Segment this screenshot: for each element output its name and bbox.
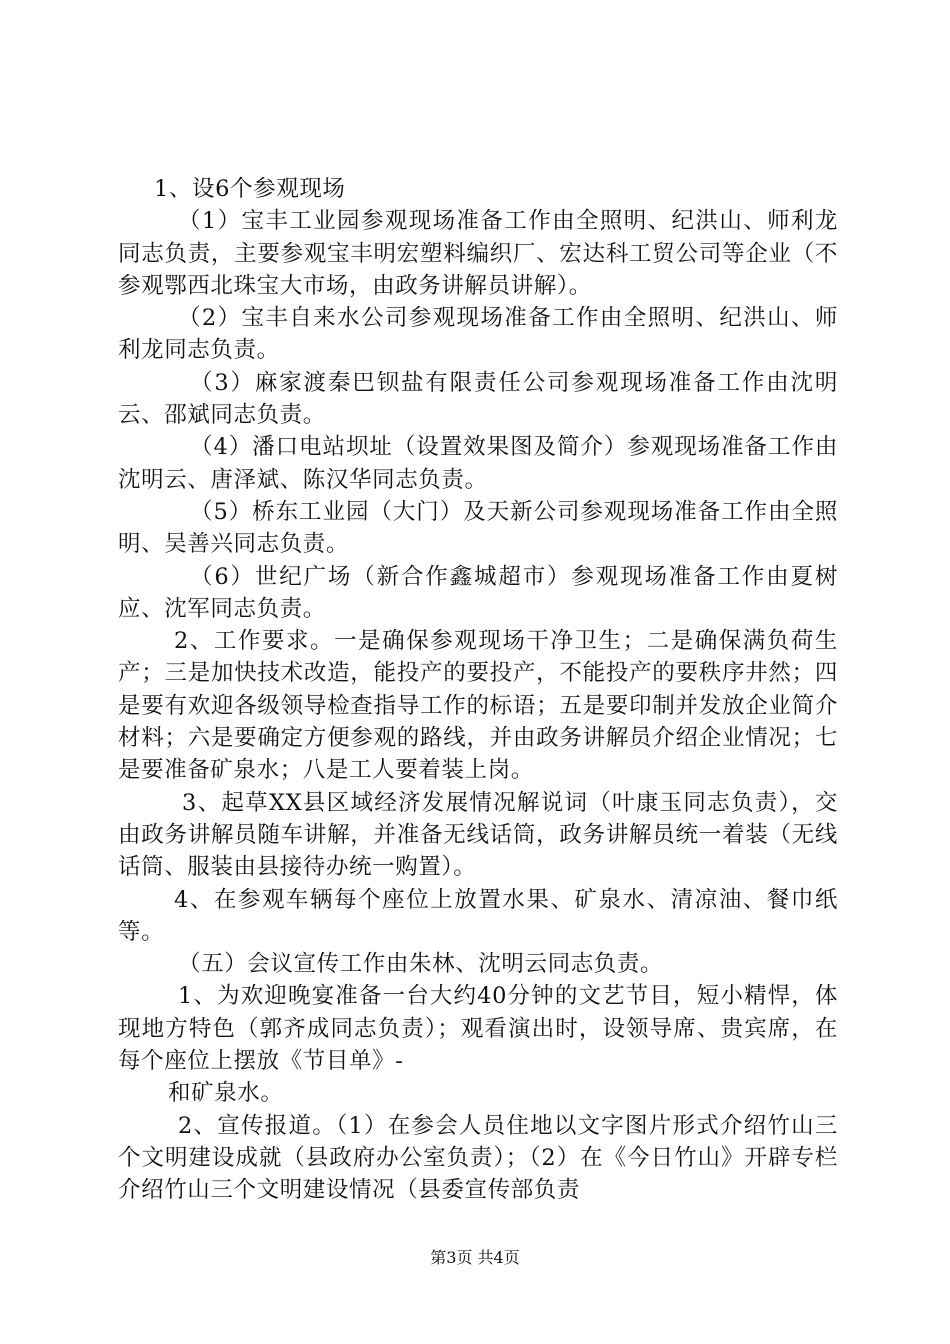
paragraph-publicity-heading: （五）会议宣传工作由朱林、沈明云同志负责。 <box>178 951 664 978</box>
paragraph-site-6: （6）世纪广场（新合作鑫城超市）参观现场准备工作由夏树应、沈军同志负责。 <box>118 563 838 622</box>
paragraph-commentary-draft: 3、起草XX县区域经济发展情况解说词（叶康玉同志负责），交由政务讲解员随车讲解，并准备无线话筒，政务讲解员统一着装（无线话筒、服装由县接待办统一购置）。 <box>118 789 838 881</box>
paragraph-site-4: （4）潘口电站坝址（设置效果图及简介）参观现场准备工作由沈明云、唐泽斌、陈汉华同志负责。 <box>118 434 838 493</box>
paragraph-mineral-water: 和矿泉水。 <box>168 1080 284 1107</box>
paragraph-publicity-reports: 2、宣传报道。（1）在参会人员住地以文字图片形式介绍竹山三个文明建设成就（县政府办公室负责）；（2）在《今日竹山》开辟专栏介绍竹山三个文明建设情况（县委宣传部负责 <box>118 1112 838 1204</box>
paragraph-site-5: （5）桥东工业园（大门）及天新公司参观现场准备工作由全照明、吴善兴同志负责。 <box>118 498 838 558</box>
paragraph-vehicle-supplies: 4、在参观车辆每个座位上放置水果、矿泉水、清凉油、餐巾纸等。 <box>118 886 838 945</box>
paragraph-work-requirements: 2、工作要求。一是确保参观现场干净卫生；二是确保满负荷生产；三是加快技术改造，能投产的要投产，不能投产的要秩序井然；四是要有欢迎各级领导检查指导工作的标语；五是要印制并发放企业简介材料；六是要确定方便参观的路线，并由政务讲解员介绍企业情况；七是要准备矿泉水；八是工人要着装上岗。 <box>118 628 838 784</box>
document-body <box>118 173 838 1207</box>
paragraph-site-1: （1）宝丰工业园参观现场准备工作由全照明、纪洪山、师利龙同志负责，主要参观宝丰明宏塑料编织厂、宏达科工贸公司等企业（不参观鄂西北珠宝大市场，由政务讲解员讲解）。 <box>118 208 838 299</box>
paragraph-section-heading: 1、设6个参观现场 <box>154 176 346 202</box>
page-number-footer: 第3页 共4页 <box>430 1248 520 1267</box>
paragraph-evening-program: 1、为欢迎晚宴准备一台大约40分钟的文艺节目，短小精悍，体现地方特色（郭齐成同志负责）；观看演出时，设领导席、贵宾席，在每个座位上摆放《节目单》- <box>118 983 838 1075</box>
paragraph-site-3: （3）麻家渡秦巴钡盐有限责任公司参观现场准备工作由沈明云、邵斌同志负责。 <box>118 369 838 429</box>
paragraph-site-2: （2）宝丰自来水公司参观现场准备工作由全照明、纪洪山、师利龙同志负责。 <box>118 305 838 364</box>
